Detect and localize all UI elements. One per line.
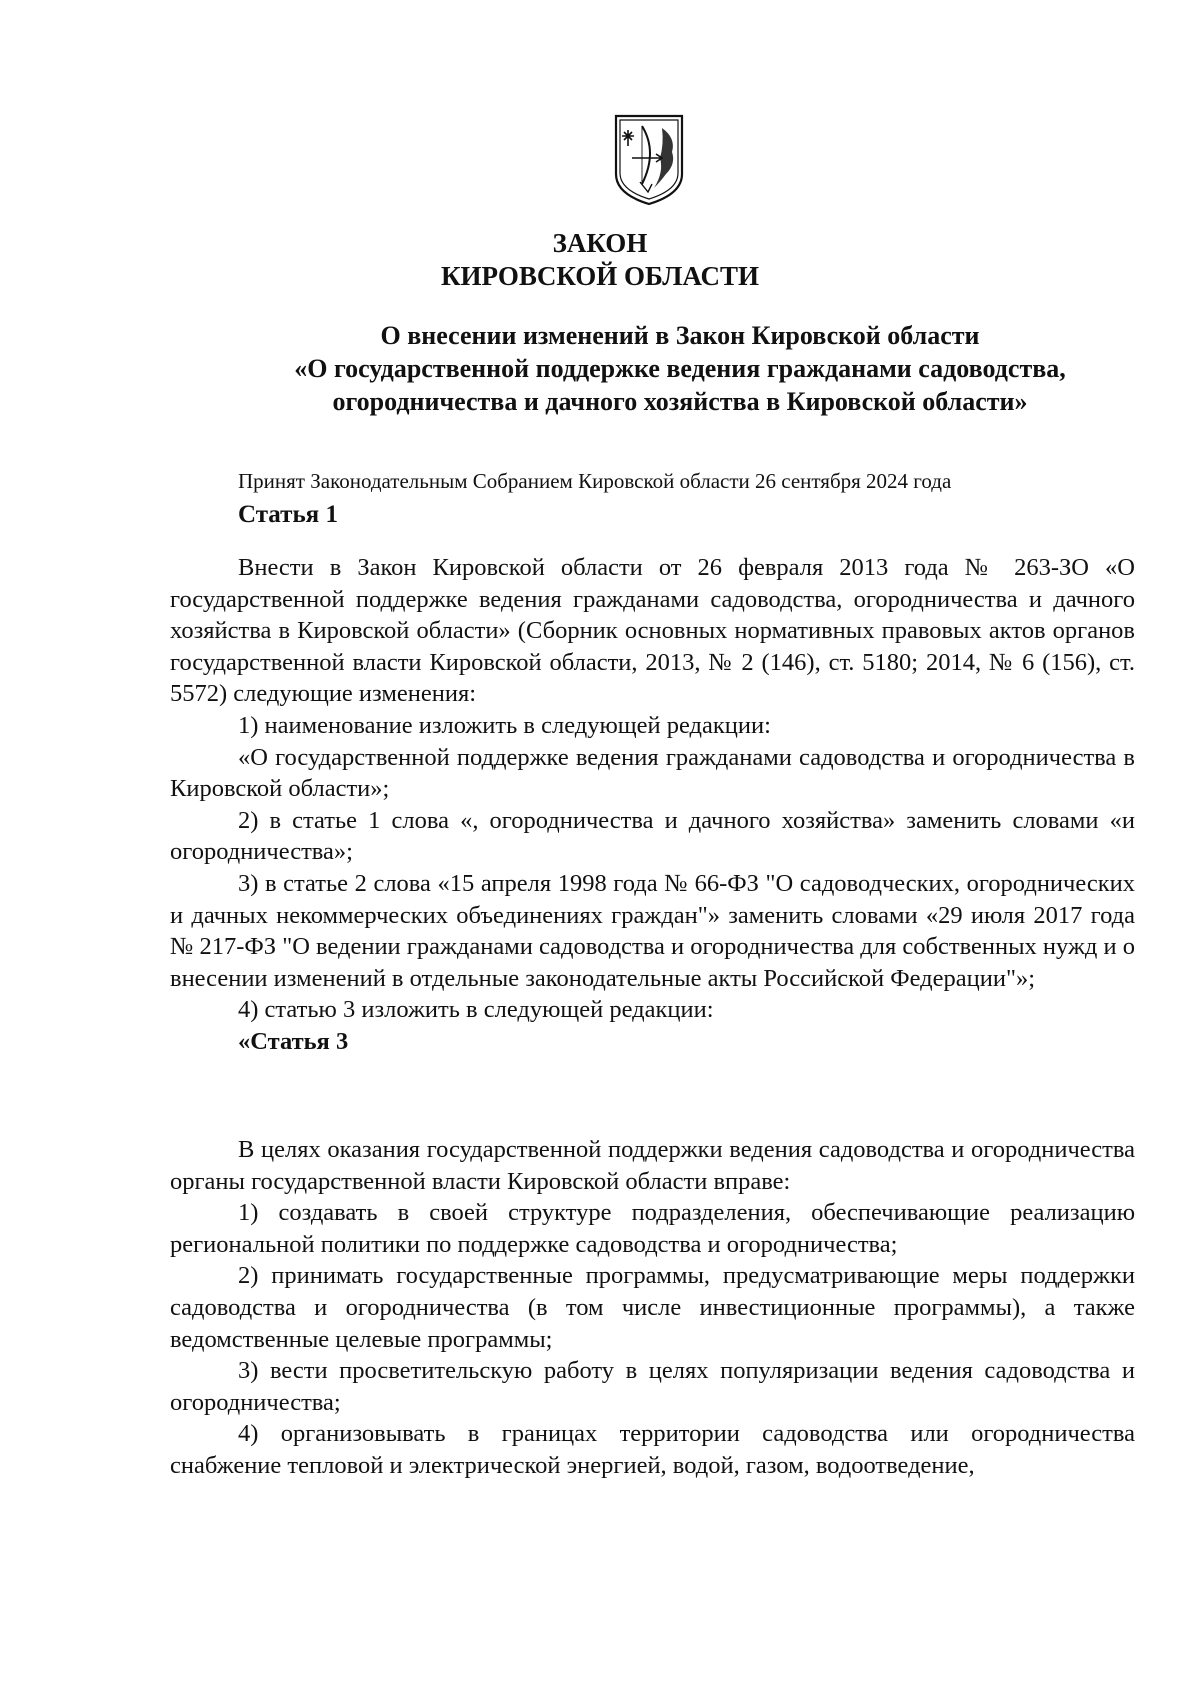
article-1-item: 4) статью 3 изложить в следующей редакции: xyxy=(238,996,714,1024)
article-3-heading: «Статья 3 xyxy=(238,1027,349,1055)
adoption-note: Принят Законодательным Собранием Кировской области 26 сентября 2024 года xyxy=(238,469,952,493)
article-1-item: «О государственной поддержке ведения гражданами садоводства и огородничества в Кировской области»; xyxy=(170,743,1135,803)
article-3-item: 1) создавать в своей структуре подразделения, обеспечивающие реализацию региональной политики по поддержке садоводства и огородничества; xyxy=(170,1199,1135,1258)
article-1-item: 2) в статье 1 слова «, огородничества и дачного хозяйства» заменить словами «и огородничества»; xyxy=(170,806,1135,866)
article-3-item: 3) вести просветительскую работу в целях популяризации ведения садоводства и огородничества; xyxy=(170,1357,1135,1416)
law-title-line-3: огородничества и дачного хозяйства в Кировской области» xyxy=(332,387,1028,416)
article-3-body xyxy=(170,1134,1135,1482)
article-3-item: 2) принимать государственные программы, предусматривающие меры поддержки садоводства и огородничества (в том числе инвестиционные программы), а также ведомственные целевые программы; xyxy=(170,1262,1135,1353)
article-1-item: 1) наименование изложить в следующей редакции: xyxy=(238,711,771,739)
article-3-item: 4) организовывать в границах территории садоводства или огородничества снабжение тепловой и электрической энергией, водой, газом, водоотведение, xyxy=(170,1420,1135,1479)
region-heading: КИРОВСКОЙ ОБЛАСТИ xyxy=(440,261,760,291)
law-title-line-2: «О государственной поддержке ведения гражданами садоводства, xyxy=(294,354,1066,383)
document-type-heading: ЗАКОН xyxy=(552,228,648,258)
coat-of-arms-icon xyxy=(612,112,686,206)
article-1-intro: Внести в Закон Кировской области от 26 февраля 2013 года № 263-ЗО «О государственной поддержке ведения гражданами садоводства, огородничества и дачного хозяйства в Кировской области» (Сборник основных нормативных правовых актов органов государственной власти Кировской области, 2013, № 2 (146), ст. 5180; 2014, № 6 (156), ст. 5572) следующие изменения: xyxy=(170,554,1135,708)
article-1-item: 3) в статье 2 слова «15 апреля 1998 года № 66-ФЗ "О садоводческих, огороднических и дачных некоммерческих объединениях граждан"» заменить словами «29 июля 2017 года № 217-ФЗ "О ведении гражданами садоводства и огородничества для собственных нужд и о внесении изменений в отдельные законодательные акты Российской Федерации"»; xyxy=(170,869,1135,992)
article-1-heading: Статья 1 xyxy=(238,501,338,528)
article-3-intro: В целях оказания государственной поддержки ведения садоводства и огородничества органы государственной власти Кировской области вправе: xyxy=(170,1136,1135,1195)
law-title-line-1: О внесении изменений в Закон Кировской области xyxy=(380,321,980,350)
article-1-body xyxy=(170,552,1135,1058)
